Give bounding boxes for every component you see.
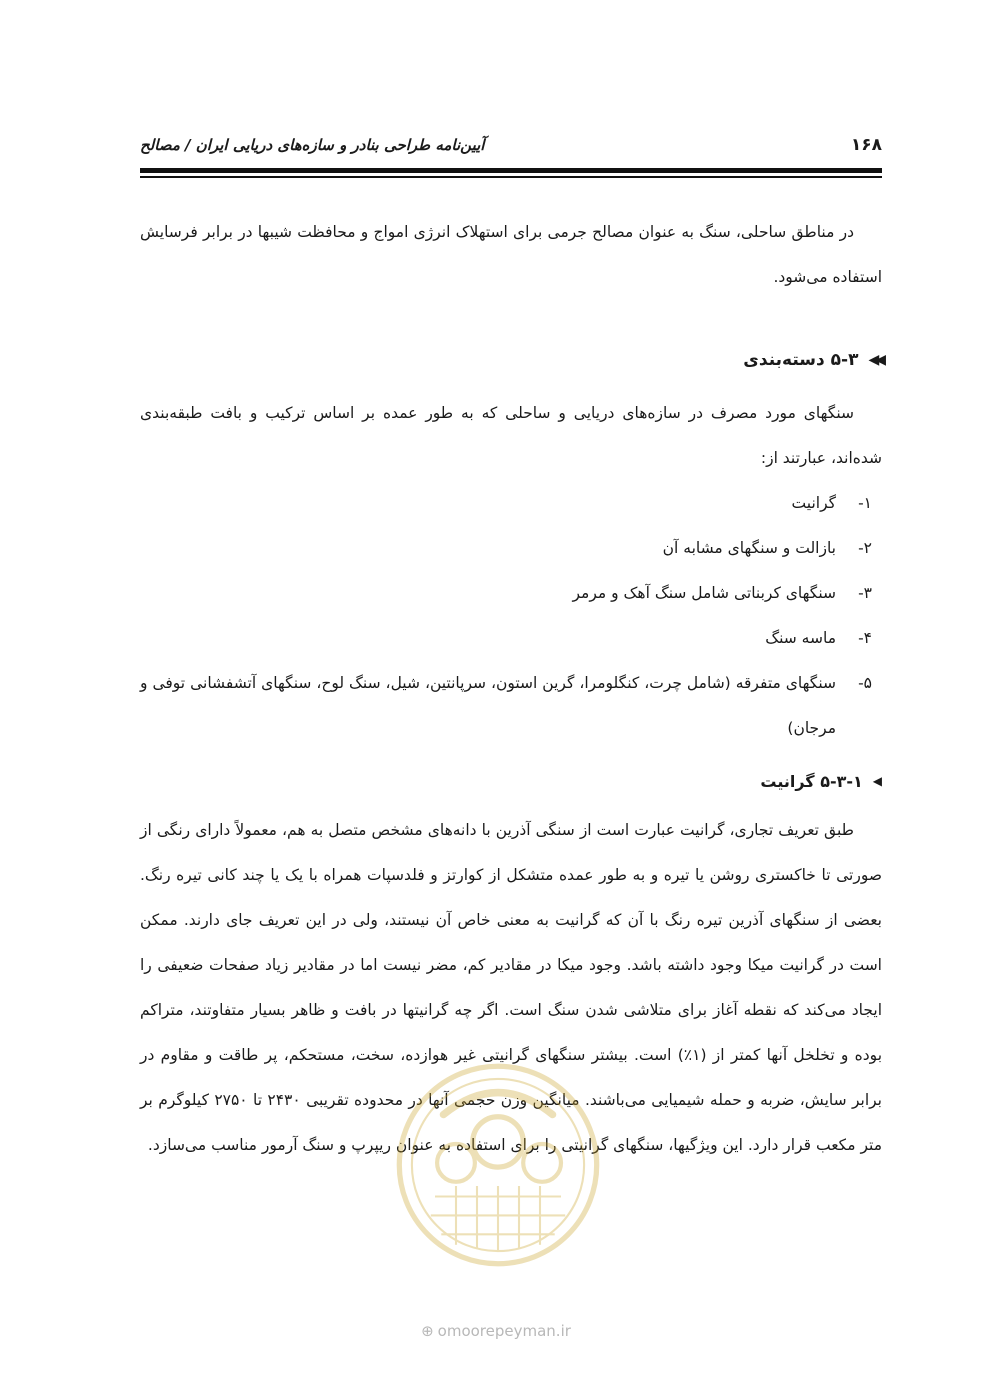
section-heading-5-3	[140, 338, 882, 383]
list-item	[140, 526, 882, 571]
page-content	[140, 210, 882, 1168]
list-item	[140, 481, 882, 526]
spacer	[140, 300, 882, 338]
list-text: بازالت و سنگهای مشابه آن	[662, 539, 836, 557]
list-number: ۳-	[858, 584, 872, 602]
footer-website	[0, 1322, 992, 1340]
page-number: ۱۶۸	[850, 135, 882, 155]
running-title: آیین‌نامه طراحی بنادر و سازه‌های دریایی ایران / مصالح	[140, 136, 485, 154]
globe-icon: ⊕	[421, 1322, 434, 1340]
list-item	[140, 571, 882, 616]
subsection-heading-5-3-1	[140, 759, 882, 804]
list-item	[140, 661, 882, 751]
intro-paragraph: در مناطق ساحلی، سنگ به عنوان مصالح جرمی برای استهلاک انرژی امواج و محافظت شیبها در برابر فرسایش استفاده می‌شود.	[140, 223, 882, 286]
list-text: سنگهای کربناتی شامل سنگ آهک و مرمر	[572, 584, 836, 602]
list-number: ۴-	[858, 629, 872, 647]
section-heading-text: ۵-۳ دسته‌بندی	[743, 350, 859, 370]
list-text: سنگهای متفرقه (شامل چرت، کنگلومرا، گرین استون، سرپانتین، شیل، سنگ لوح، سنگهای آتشفشانی توفی و مرجان)	[140, 674, 836, 737]
section-paragraph: سنگهای مورد مصرف در سازه‌های دریایی و ساحلی که به طور عمده بر اساس ترکیب و بافت طبقه‌بندی شده‌اند، عبارتند از:	[140, 404, 882, 467]
classification-list	[140, 481, 882, 751]
list-item	[140, 616, 882, 661]
arrow-icon: ◀	[872, 774, 882, 788]
list-number: ۱-	[858, 494, 872, 512]
website-text: omoorepeyman.ir	[437, 1322, 571, 1340]
double-arrow-icon: ◀◀	[868, 352, 882, 368]
header-rule-thick	[140, 168, 882, 173]
list-number: ۲-	[858, 539, 872, 557]
subsection-heading-text: ۵-۳-۱ گرانیت	[760, 772, 863, 791]
list-text: گرانیت	[791, 494, 836, 512]
list-text: ماسه سنگ	[765, 629, 836, 647]
header-rule-thin	[140, 176, 882, 178]
granite-paragraph: طبق تعریف تجاری، گرانیت عبارت است از سنگی آذرین با دانه‌های مشخص متصل به هم، معمولاً دارای رنگی از صورتی تا خاکستری روشن یا تیره و به طور عمده متشکل از کوارتز و فلدسپات همراه با یک یا چند کانی تیره رنگ. بعضی از سنگهای آذرین تیره رنگ با آن که گرانیت به معنی خاص آن نیستند، ولی در این تعریف جای دارند. ممکن است در گرانیت میکا وجود داشته باشد. وجود میکا در مقادیر کم، مضر نیست اما در مقادیر زیاد صفحات ضعیفی را ایجاد می‌کند که نقطه آغاز برای متلاشی شدن سنگ است. اگر چه گرانیتها در بافت و ظاهر بسیار متفاوتند، متراکم بوده و تخلخل آنها کمتر از (۱٪) است. بیشتر سنگهای گرانیتی غیر هوازده، سخت، مستحکم، پر طاقت و مقاوم در برابر سایش، ضربه و حمله شیمیایی می‌باشند. میانگین وزن حجمی آنها در محدوده تقریبی ۲۴۳۰ تا ۲۷۵۰ کیلوگرم بر متر مکعب قرار دارد. این ویژگیها، سنگهای گرانیتی را برای استفاده به عنوان ریپرپ و سنگ آرمور مناسب می‌سازد.	[140, 821, 883, 1154]
page-header	[140, 128, 882, 162]
list-number: ۵-	[858, 674, 872, 692]
